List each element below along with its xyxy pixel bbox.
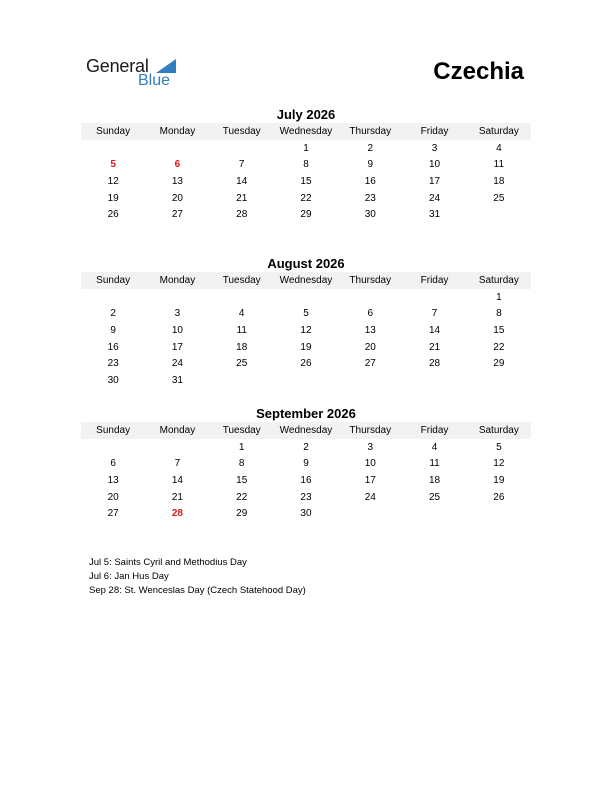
day-cell: 3	[174, 308, 181, 320]
weekday-header: Saturday	[467, 123, 531, 140]
day-cell: 18	[428, 474, 441, 486]
day-cell: 9	[303, 458, 309, 470]
day-cell: 13	[364, 324, 376, 336]
day-cell: 29	[236, 508, 248, 520]
day-cell: 12	[493, 458, 505, 470]
day-cell: 3	[367, 441, 374, 453]
day-cell: 6	[367, 308, 374, 320]
empty-day-cell	[467, 206, 531, 223]
month-september	[81, 405, 531, 522]
day-cell: 21	[171, 491, 183, 503]
weekday-header: Wednesday	[274, 422, 338, 439]
day-cell: 21	[236, 192, 248, 204]
empty-day-cell	[338, 289, 402, 306]
logo-word-blue: Blue	[138, 72, 171, 89]
week-row	[81, 472, 531, 489]
day-cell: 27	[364, 358, 376, 370]
day-cell: 11	[236, 324, 247, 336]
weekday-header: Monday	[145, 422, 209, 439]
week-row	[81, 173, 531, 190]
empty-day-cell	[274, 372, 338, 389]
day-cell: 6	[110, 458, 116, 470]
logo-triangle-icon	[156, 59, 176, 73]
month-august	[81, 255, 531, 389]
day-cell: 17	[428, 175, 441, 187]
week-row	[81, 372, 531, 389]
month-title: September 2026	[256, 406, 356, 421]
empty-day-cell	[402, 372, 466, 389]
day-cell: 15	[493, 324, 505, 336]
month-title: July 2026	[276, 107, 336, 122]
weekday-header: Monday	[145, 272, 209, 289]
empty-day-cell	[402, 505, 466, 522]
holiday-notes	[89, 556, 306, 598]
day-cell: 8	[496, 308, 502, 320]
day-cell: 28	[428, 358, 441, 370]
day-cell: 5	[303, 308, 309, 320]
day-cell: 17	[364, 474, 376, 486]
day-cell: 23	[300, 491, 312, 503]
holiday-note: Jul 6: Jan Hus Day	[89, 571, 169, 582]
day-cell: 4	[496, 142, 502, 154]
weekday-header-row	[81, 272, 531, 289]
weekday-header: Saturday	[467, 422, 531, 439]
day-cell: 22	[300, 192, 312, 204]
month-title: August 2026	[267, 256, 345, 271]
day-cell: 30	[300, 508, 312, 520]
day-cell: 14	[428, 324, 441, 336]
day-cell: 7	[238, 159, 245, 171]
calendar-grid	[81, 272, 531, 389]
day-cell: 15	[236, 474, 248, 486]
week-row	[81, 322, 531, 339]
generalblue-logo	[86, 56, 186, 92]
weekday-header: Tuesday	[210, 123, 274, 140]
day-cell: 4	[238, 308, 245, 320]
holiday-note: Sep 28: St. Wenceslas Day (Czech Statehood Day)	[89, 585, 306, 596]
weekday-header-row	[81, 422, 531, 439]
day-cell: 14	[236, 175, 248, 187]
day-cell: 1	[496, 291, 502, 303]
weekday-header: Thursday	[338, 422, 402, 439]
empty-day-cell	[81, 439, 145, 456]
day-cell: 5	[496, 441, 502, 453]
day-cell: 2	[303, 441, 309, 453]
day-cell: 26	[300, 358, 312, 370]
weekday-header: Thursday	[338, 272, 402, 289]
day-cell: 29	[300, 209, 312, 221]
day-cell: 31	[428, 209, 441, 221]
day-cell: 1	[303, 142, 309, 154]
day-cell: 24	[171, 358, 183, 370]
day-cell: 21	[428, 341, 441, 353]
day-cell: 28	[171, 508, 183, 520]
empty-day-cell	[210, 372, 274, 389]
empty-day-cell	[81, 140, 145, 157]
day-cell: 16	[364, 175, 376, 187]
day-cell: 26	[493, 491, 505, 503]
day-cell: 23	[107, 358, 119, 370]
day-cell: 22	[236, 491, 248, 503]
day-cell: 15	[300, 175, 312, 187]
day-cell: 19	[107, 192, 119, 204]
weekday-header: Wednesday	[274, 272, 338, 289]
day-cell: 24	[364, 491, 376, 503]
week-row	[81, 190, 531, 207]
weekday-header: Wednesday	[274, 123, 338, 140]
day-cell: 13	[107, 474, 119, 486]
day-cell: 11	[429, 458, 440, 470]
empty-day-cell	[274, 289, 338, 306]
empty-day-cell	[210, 289, 274, 306]
week-row	[81, 306, 531, 323]
day-cell: 25	[236, 358, 248, 370]
day-cell: 20	[171, 192, 183, 204]
day-cell: 9	[367, 159, 374, 171]
day-cell: 6	[174, 159, 181, 171]
week-row	[81, 206, 531, 223]
day-cell: 1	[238, 441, 245, 453]
day-cell: 31	[171, 374, 183, 386]
day-cell: 17	[171, 341, 183, 353]
day-cell: 7	[174, 458, 181, 470]
week-row	[81, 339, 531, 356]
weekday-header: Sunday	[81, 422, 145, 439]
weekday-header: Tuesday	[210, 272, 274, 289]
day-cell: 2	[367, 142, 374, 154]
day-cell: 16	[300, 474, 312, 486]
empty-day-cell	[338, 505, 402, 522]
day-cell: 28	[236, 209, 248, 221]
day-cell: 14	[171, 474, 183, 486]
day-cell: 3	[431, 142, 438, 154]
day-cell: 13	[171, 175, 183, 187]
empty-day-cell	[338, 372, 402, 389]
day-cell: 10	[364, 458, 376, 470]
day-cell: 10	[428, 159, 441, 171]
weekday-header: Friday	[402, 123, 466, 140]
month-july	[81, 106, 531, 223]
day-cell: 25	[428, 491, 441, 503]
weekday-header: Thursday	[338, 123, 402, 140]
day-cell: 19	[300, 341, 312, 353]
day-cell: 23	[364, 192, 376, 204]
week-row	[81, 505, 531, 522]
day-cell: 9	[110, 324, 116, 336]
weekday-header: Friday	[402, 422, 466, 439]
week-row	[81, 140, 531, 157]
day-cell: 8	[303, 159, 309, 171]
day-cell: 30	[107, 374, 119, 386]
week-row	[81, 289, 531, 306]
day-cell: 2	[110, 308, 116, 320]
day-cell: 19	[493, 474, 505, 486]
day-cell: 11	[493, 159, 505, 171]
empty-day-cell	[467, 372, 531, 389]
day-cell: 25	[493, 192, 505, 204]
empty-day-cell	[145, 140, 209, 157]
weekday-header: Monday	[145, 123, 209, 140]
logo-word-general: General	[86, 56, 149, 76]
day-cell: 27	[171, 209, 183, 221]
day-cell: 5	[110, 159, 116, 171]
empty-day-cell	[210, 140, 274, 157]
week-row	[81, 355, 531, 372]
country-title: Czechia	[433, 58, 524, 85]
day-cell: 29	[493, 358, 505, 370]
day-cell: 7	[431, 308, 438, 320]
day-cell: 16	[107, 341, 119, 353]
day-cell: 20	[364, 341, 376, 353]
day-cell: 30	[364, 209, 376, 221]
day-cell: 10	[171, 324, 183, 336]
day-cell: 22	[493, 341, 505, 353]
day-cell: 12	[300, 324, 312, 336]
weekday-header: Sunday	[81, 123, 145, 140]
calendar-grid	[81, 422, 531, 522]
day-cell: 8	[238, 458, 245, 470]
weekday-header: Tuesday	[210, 422, 274, 439]
week-row	[81, 157, 531, 174]
weekday-header: Saturday	[467, 272, 531, 289]
week-row	[81, 489, 531, 506]
holiday-note: Jul 5: Saints Cyril and Methodius Day	[89, 557, 247, 568]
empty-day-cell	[145, 439, 209, 456]
weekday-header-row	[81, 123, 531, 140]
day-cell: 18	[236, 341, 248, 353]
day-cell: 18	[493, 175, 505, 187]
day-cell: 24	[428, 192, 441, 204]
week-row	[81, 456, 531, 473]
weekday-header: Sunday	[81, 272, 145, 289]
empty-day-cell	[402, 289, 466, 306]
day-cell: 4	[431, 441, 438, 453]
empty-day-cell	[81, 289, 145, 306]
calendar-grid	[81, 123, 531, 223]
empty-day-cell	[145, 289, 209, 306]
week-row	[81, 439, 531, 456]
day-cell: 27	[107, 508, 119, 520]
day-cell: 26	[107, 209, 119, 221]
empty-day-cell	[467, 505, 531, 522]
day-cell: 12	[107, 175, 119, 187]
weekday-header: Friday	[402, 272, 466, 289]
day-cell: 20	[107, 491, 119, 503]
